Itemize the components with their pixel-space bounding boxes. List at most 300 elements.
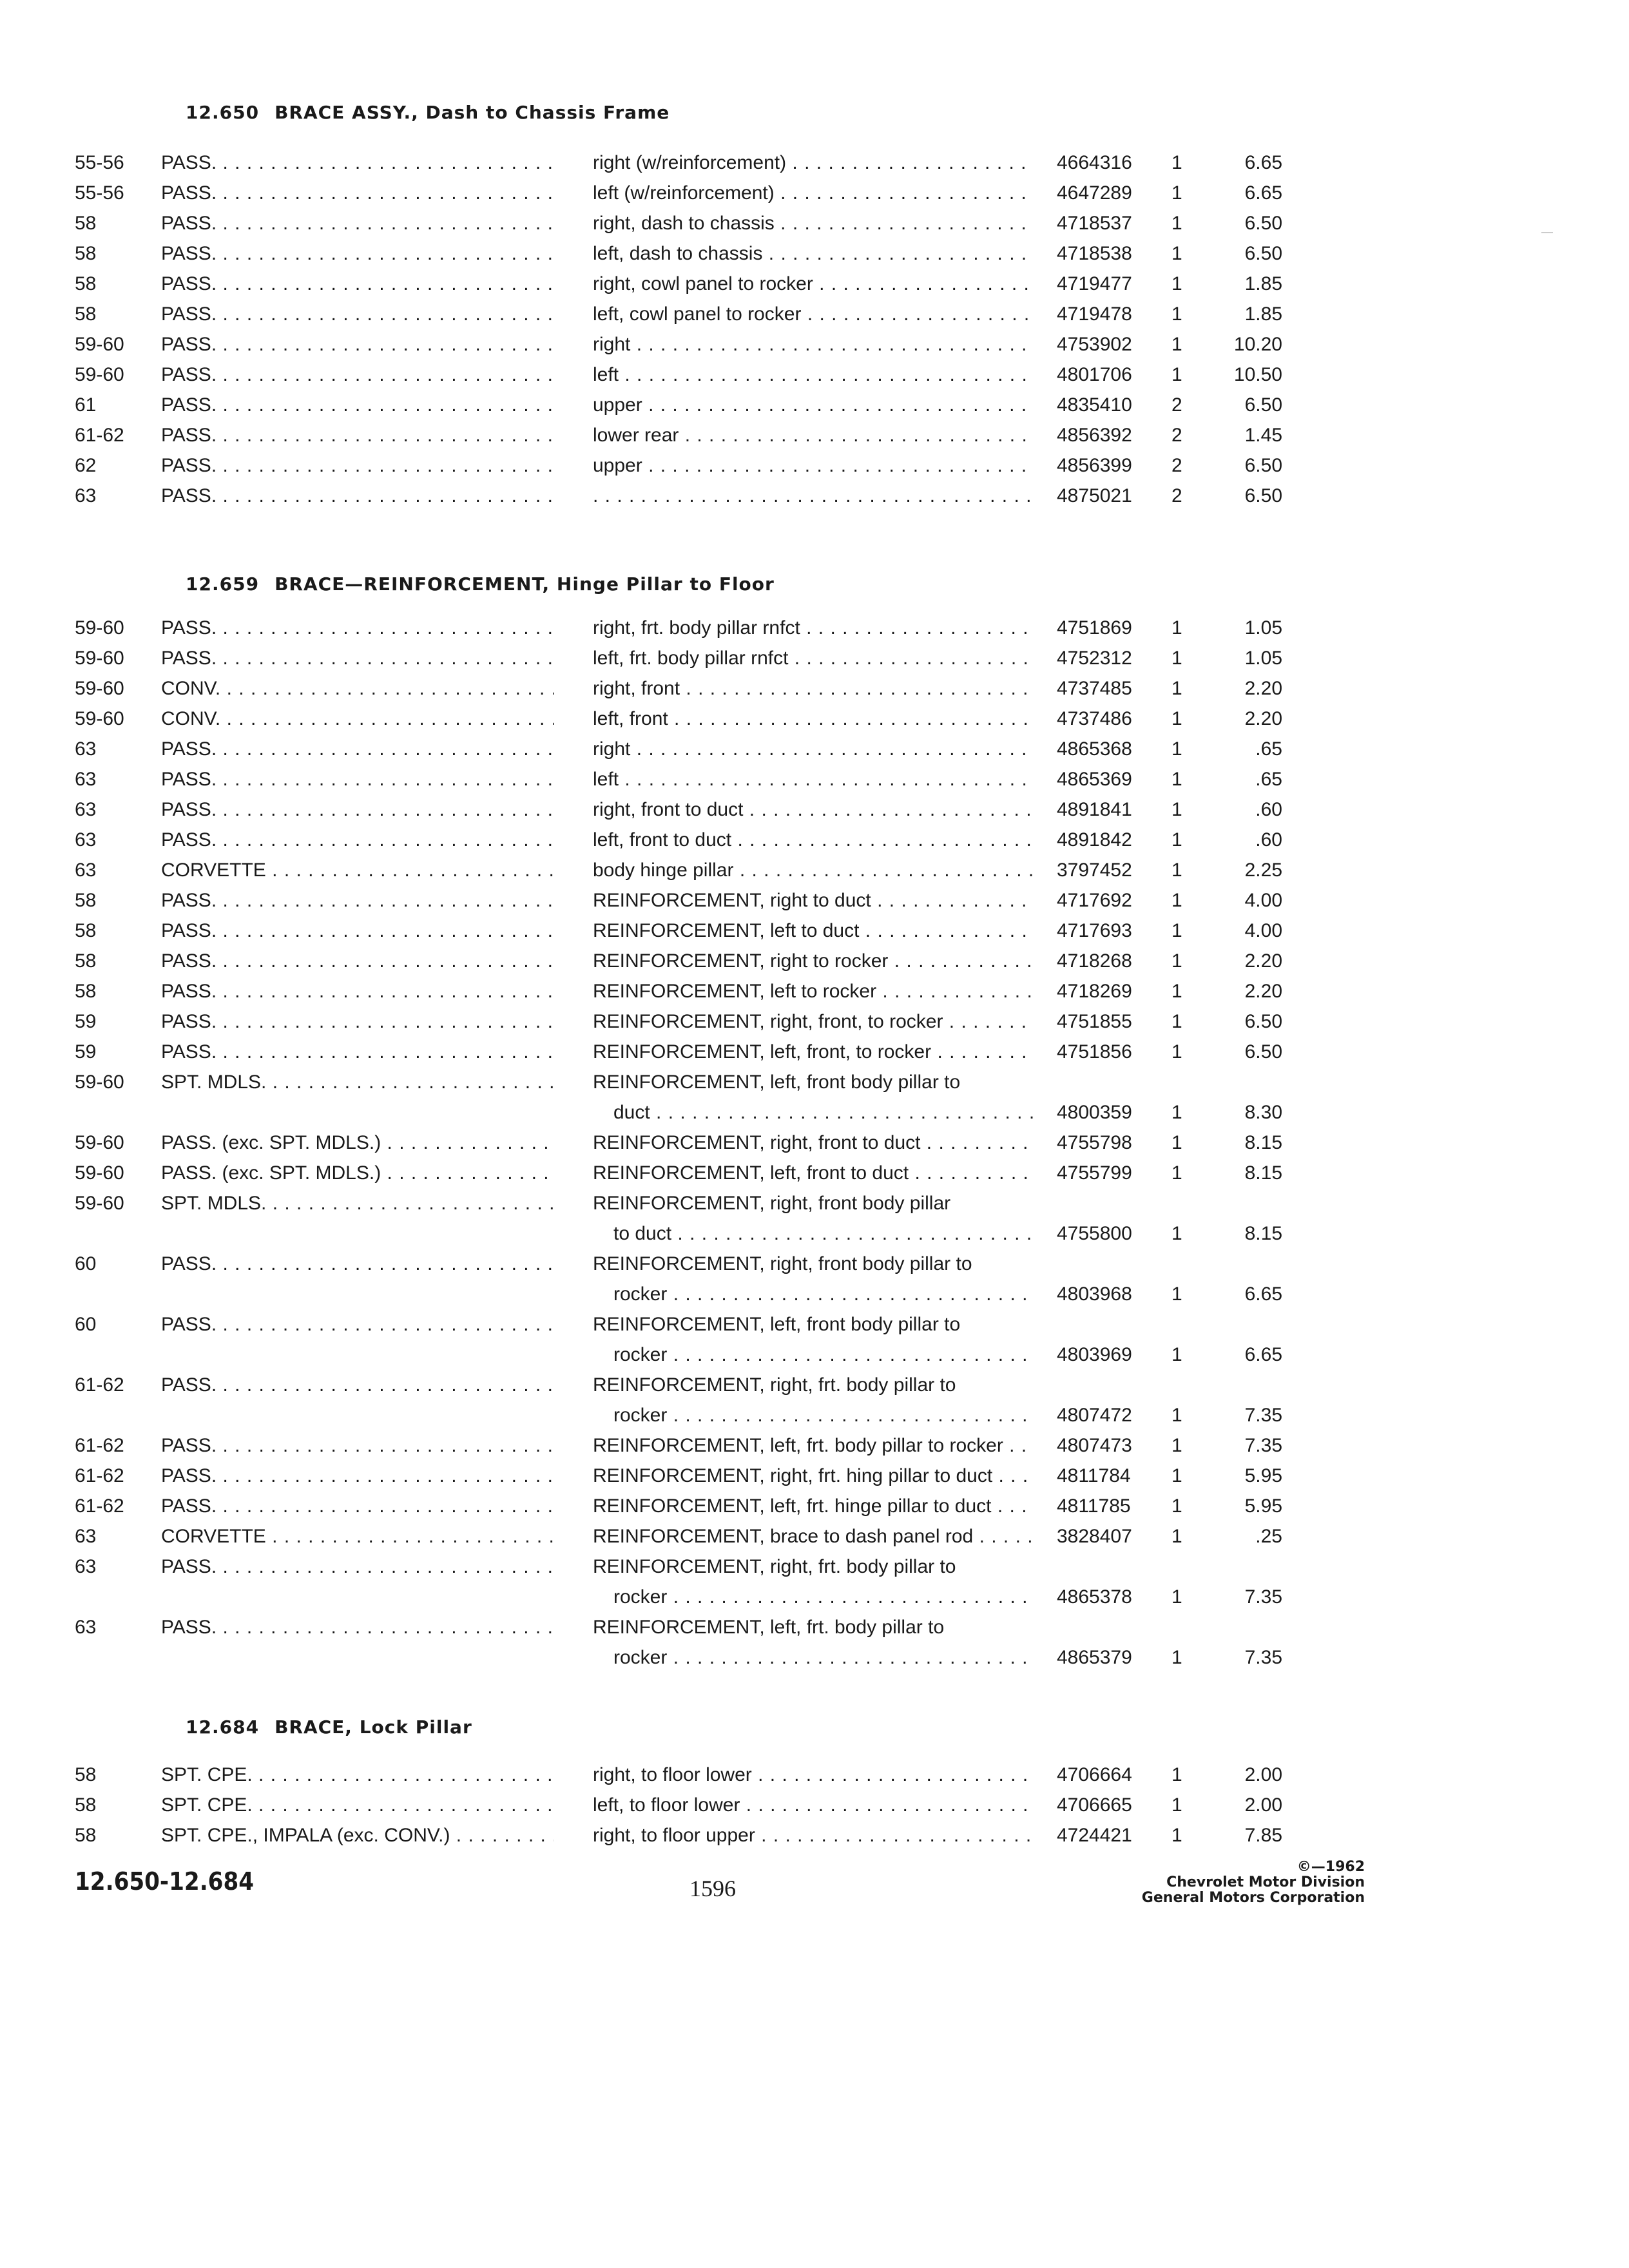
price-text: 2.20 bbox=[1244, 678, 1282, 699]
part-number bbox=[1057, 213, 1132, 235]
table-row bbox=[0, 950, 1629, 980]
part-description-text: REINFORCEMENT, left to rocker bbox=[593, 981, 877, 1002]
part-description bbox=[593, 1526, 1034, 1548]
model-year bbox=[75, 455, 96, 477]
section-heading: BRACE—REINFORCEMENT, Hinge Pillar to Floor bbox=[275, 573, 775, 595]
body-model bbox=[161, 708, 554, 730]
model-year bbox=[75, 1526, 96, 1548]
price bbox=[1204, 860, 1282, 881]
price-text: 6.65 bbox=[1244, 152, 1282, 173]
part-number-text: 4706664 bbox=[1057, 1764, 1132, 1785]
price-text: 8.30 bbox=[1244, 1102, 1282, 1123]
part-description bbox=[593, 152, 1034, 174]
quantity bbox=[1171, 799, 1182, 821]
part-description bbox=[593, 1162, 1034, 1184]
part-description bbox=[593, 1011, 1034, 1033]
model-year-text: 63 bbox=[75, 485, 97, 506]
part-number bbox=[1057, 1344, 1132, 1366]
table-row bbox=[0, 394, 1629, 424]
model-year bbox=[75, 1617, 96, 1639]
part-number bbox=[1057, 1283, 1132, 1305]
quantity-text: 1 bbox=[1171, 1223, 1182, 1244]
part-description-text: left, to floor lower bbox=[593, 1794, 740, 1816]
part-number bbox=[1057, 182, 1132, 204]
model-year-text: 61-62 bbox=[75, 425, 124, 446]
part-number-text: 3797452 bbox=[1057, 860, 1132, 881]
part-description-text: REINFORCEMENT, left, front, to rocker bbox=[593, 1041, 932, 1062]
model-year bbox=[75, 1193, 124, 1215]
body-model bbox=[161, 213, 554, 235]
price-text: 2.25 bbox=[1244, 860, 1282, 881]
table-row bbox=[0, 1041, 1629, 1071]
part-number-text: 4718269 bbox=[1057, 981, 1132, 1002]
body-model bbox=[161, 648, 554, 669]
quantity-text: 1 bbox=[1171, 648, 1182, 669]
price bbox=[1204, 1283, 1282, 1305]
model-year-text: 59-60 bbox=[75, 1193, 124, 1214]
quantity bbox=[1171, 213, 1182, 235]
model-year-text: 63 bbox=[75, 1526, 97, 1547]
part-description-text: REINFORCEMENT, left, frt. body pillar to bbox=[593, 1617, 945, 1638]
model-year bbox=[75, 1041, 96, 1063]
quantity bbox=[1171, 273, 1182, 295]
section-number: 12.684 bbox=[186, 1716, 260, 1738]
quantity-text: 1 bbox=[1171, 890, 1182, 911]
quantity-text: 1 bbox=[1171, 1344, 1182, 1365]
table-row bbox=[0, 1465, 1629, 1495]
part-description-text: left, dash to chassis bbox=[593, 243, 763, 264]
price bbox=[1204, 1794, 1282, 1816]
model-year bbox=[75, 1465, 124, 1487]
part-description-continued-text: rocker bbox=[613, 1283, 668, 1305]
quantity-text: 2 bbox=[1171, 485, 1182, 506]
price bbox=[1204, 1825, 1282, 1847]
body-model-text: PASS. bbox=[161, 738, 217, 760]
price bbox=[1204, 213, 1282, 235]
price bbox=[1204, 425, 1282, 447]
table-row bbox=[0, 1526, 1629, 1555]
quantity-text: 1 bbox=[1171, 981, 1182, 1002]
part-description bbox=[593, 1465, 1034, 1487]
part-description bbox=[593, 485, 1034, 507]
part-number-text: 4755798 bbox=[1057, 1132, 1132, 1153]
body-model-text: CONV. bbox=[161, 708, 221, 729]
quantity bbox=[1171, 1794, 1182, 1816]
part-number bbox=[1057, 243, 1132, 265]
part-number bbox=[1057, 1794, 1132, 1816]
body-model-text: PASS. bbox=[161, 890, 217, 911]
quantity-text: 1 bbox=[1171, 678, 1182, 699]
body-model bbox=[161, 1526, 554, 1548]
quantity-text: 1 bbox=[1171, 1764, 1182, 1785]
body-model-text: PASS. bbox=[161, 1556, 217, 1577]
body-model bbox=[161, 678, 554, 700]
quantity-text: 1 bbox=[1171, 182, 1182, 204]
body-model bbox=[161, 738, 554, 760]
quantity-text: 1 bbox=[1171, 1586, 1182, 1608]
price bbox=[1204, 364, 1282, 386]
model-year-text: 63 bbox=[75, 1556, 97, 1577]
body-model-text: PASS. bbox=[161, 425, 217, 446]
body-model-text: PASS. bbox=[161, 1253, 217, 1274]
quantity bbox=[1171, 364, 1182, 386]
part-description-text: REINFORCEMENT, right, front body pillar to bbox=[593, 1253, 972, 1274]
model-year bbox=[75, 425, 124, 447]
scan-mark bbox=[1541, 232, 1553, 233]
model-year-text: 59 bbox=[75, 1041, 97, 1062]
quantity-text: 1 bbox=[1171, 1526, 1182, 1547]
body-model bbox=[161, 1556, 554, 1578]
quantity bbox=[1171, 334, 1182, 356]
part-description bbox=[593, 799, 1034, 821]
model-year bbox=[75, 243, 96, 265]
body-model bbox=[161, 334, 554, 356]
model-year bbox=[75, 799, 96, 821]
body-model bbox=[161, 1495, 554, 1517]
part-number bbox=[1057, 334, 1132, 356]
body-model-text: SPT. CPE. bbox=[161, 1794, 253, 1816]
table-row bbox=[0, 1435, 1629, 1465]
model-year-text: 59 bbox=[75, 1011, 97, 1032]
quantity bbox=[1171, 648, 1182, 669]
part-description-text: right, front bbox=[593, 678, 680, 699]
body-model-text: PASS. bbox=[161, 1435, 217, 1456]
body-model bbox=[161, 425, 554, 447]
part-description-text: upper bbox=[593, 455, 642, 476]
table-row bbox=[0, 1162, 1629, 1192]
body-model-text: PASS. bbox=[161, 1041, 217, 1062]
part-number-text: 4801706 bbox=[1057, 364, 1132, 385]
quantity-text: 1 bbox=[1171, 617, 1182, 639]
part-description bbox=[593, 829, 1034, 851]
price bbox=[1204, 1162, 1282, 1184]
part-number-text: 4807473 bbox=[1057, 1435, 1132, 1456]
model-year bbox=[75, 1253, 96, 1275]
price-text: 1.85 bbox=[1244, 303, 1282, 325]
part-description-continued-text: duct bbox=[613, 1102, 650, 1123]
part-description bbox=[593, 1041, 1034, 1063]
part-number-text: 4724421 bbox=[1057, 1825, 1132, 1846]
table-row bbox=[0, 1495, 1629, 1525]
copyright-year: ©—1962 bbox=[1296, 1859, 1365, 1875]
quantity-text: 1 bbox=[1171, 273, 1182, 294]
body-model-text: SPT. MDLS. bbox=[161, 1193, 267, 1214]
table-row bbox=[0, 1556, 1629, 1617]
price bbox=[1204, 920, 1282, 942]
part-number-text: 4751856 bbox=[1057, 1041, 1132, 1062]
model-year-text: 58 bbox=[75, 890, 97, 911]
body-model-text: PASS. (exc. SPT. MDLS.) bbox=[161, 1132, 381, 1153]
table-row bbox=[0, 678, 1629, 707]
part-number-text: 4737485 bbox=[1057, 678, 1132, 699]
body-model-text: PASS. bbox=[161, 617, 217, 639]
model-year bbox=[75, 920, 96, 942]
body-model-text: PASS. bbox=[161, 1465, 217, 1486]
part-description-text: REINFORCEMENT, left, front body pillar to bbox=[593, 1072, 961, 1093]
model-year-text: 59-60 bbox=[75, 364, 124, 385]
model-year bbox=[75, 1132, 124, 1154]
model-year-text: 55-56 bbox=[75, 182, 124, 204]
table-row bbox=[0, 890, 1629, 919]
price bbox=[1204, 738, 1282, 760]
part-number-text: 4803969 bbox=[1057, 1344, 1132, 1365]
model-year bbox=[75, 334, 124, 356]
model-year bbox=[75, 1794, 96, 1816]
price-text: .60 bbox=[1255, 799, 1282, 820]
body-model bbox=[161, 920, 554, 942]
part-description bbox=[593, 182, 1034, 204]
part-description-text: REINFORCEMENT, left, frt. body pillar to rocker bbox=[593, 1435, 1003, 1456]
quantity bbox=[1171, 1465, 1182, 1487]
body-model-text: SPT. MDLS. bbox=[161, 1072, 267, 1093]
part-description-text: REINFORCEMENT, right, frt. body pillar to bbox=[593, 1556, 956, 1577]
body-model bbox=[161, 617, 554, 639]
body-model-text: PASS. bbox=[161, 648, 217, 669]
quantity bbox=[1171, 981, 1182, 1003]
body-model bbox=[161, 981, 554, 1003]
table-row bbox=[0, 617, 1629, 647]
part-description bbox=[593, 738, 1034, 760]
price-text: 6.50 bbox=[1244, 1041, 1282, 1062]
body-model bbox=[161, 829, 554, 851]
price bbox=[1204, 182, 1282, 204]
part-number bbox=[1057, 1102, 1132, 1124]
body-model-text: SPT. CPE. bbox=[161, 1764, 253, 1785]
part-description-continued-text: rocker bbox=[613, 1647, 668, 1668]
part-number bbox=[1057, 273, 1132, 295]
part-description bbox=[593, 890, 1034, 912]
quantity-text: 1 bbox=[1171, 1495, 1182, 1517]
price-text: 8.15 bbox=[1244, 1162, 1282, 1184]
quantity bbox=[1171, 152, 1182, 174]
part-number bbox=[1057, 394, 1132, 416]
model-year-text: 58 bbox=[75, 950, 97, 972]
model-year bbox=[75, 890, 96, 912]
quantity bbox=[1171, 455, 1182, 477]
part-description-text: REINFORCEMENT, right, front, to rocker bbox=[593, 1011, 943, 1032]
part-number bbox=[1057, 425, 1132, 447]
table-row bbox=[0, 243, 1629, 273]
quantity-text: 1 bbox=[1171, 738, 1182, 760]
price bbox=[1204, 152, 1282, 174]
model-year bbox=[75, 1011, 96, 1033]
quantity-text: 1 bbox=[1171, 152, 1182, 173]
part-description bbox=[593, 273, 1034, 295]
price-text: 6.50 bbox=[1244, 213, 1282, 234]
model-year-text: 60 bbox=[75, 1253, 97, 1274]
part-description bbox=[593, 1193, 1034, 1215]
price-text: 4.00 bbox=[1244, 920, 1282, 941]
quantity-text: 1 bbox=[1171, 1825, 1182, 1846]
part-number-text: 4891842 bbox=[1057, 829, 1132, 850]
body-model bbox=[161, 152, 554, 174]
body-model-text: PASS. bbox=[161, 1011, 217, 1032]
quantity-text: 1 bbox=[1171, 769, 1182, 790]
quantity bbox=[1171, 890, 1182, 912]
price-text: 2.00 bbox=[1244, 1794, 1282, 1816]
part-number bbox=[1057, 1041, 1132, 1063]
model-year bbox=[75, 738, 96, 760]
part-description bbox=[593, 920, 1034, 942]
model-year bbox=[75, 829, 96, 851]
quantity-text: 1 bbox=[1171, 1405, 1182, 1426]
price-text: 5.95 bbox=[1244, 1465, 1282, 1486]
quantity bbox=[1171, 1223, 1182, 1245]
table-row bbox=[0, 648, 1629, 677]
part-description bbox=[593, 648, 1034, 669]
quantity bbox=[1171, 1102, 1182, 1124]
part-description-text: right, front to duct bbox=[593, 799, 744, 820]
price bbox=[1204, 648, 1282, 669]
quantity bbox=[1171, 617, 1182, 639]
table-row bbox=[0, 860, 1629, 889]
part-number bbox=[1057, 920, 1132, 942]
part-number-text: 4875021 bbox=[1057, 485, 1132, 506]
model-year-text: 59-60 bbox=[75, 708, 124, 729]
body-model-text: PASS. bbox=[161, 243, 217, 264]
price bbox=[1204, 1526, 1282, 1548]
part-number-text: 4811785 bbox=[1057, 1495, 1131, 1517]
section-number: 12.650 bbox=[186, 102, 260, 123]
body-model-text: PASS. bbox=[161, 364, 217, 385]
model-year-text: 60 bbox=[75, 1314, 97, 1335]
quantity bbox=[1171, 1041, 1182, 1063]
body-model-text: PASS. bbox=[161, 455, 217, 476]
quantity-text: 1 bbox=[1171, 1794, 1182, 1816]
quantity bbox=[1171, 1162, 1182, 1184]
part-description-continued-text: rocker bbox=[613, 1344, 668, 1365]
quantity bbox=[1171, 485, 1182, 507]
quantity bbox=[1171, 394, 1182, 416]
part-description-continued-text: to duct bbox=[613, 1223, 672, 1244]
body-model bbox=[161, 1011, 554, 1033]
model-year-text: 63 bbox=[75, 799, 97, 820]
part-number bbox=[1057, 950, 1132, 972]
quantity bbox=[1171, 1495, 1182, 1517]
part-number bbox=[1057, 1586, 1132, 1608]
quantity bbox=[1171, 950, 1182, 972]
part-description-text: left bbox=[593, 364, 619, 385]
part-description bbox=[593, 1072, 1034, 1093]
price bbox=[1204, 799, 1282, 821]
price-text: .60 bbox=[1255, 829, 1282, 850]
table-row bbox=[0, 334, 1629, 363]
body-model bbox=[161, 1041, 554, 1063]
part-description-text: left, cowl panel to rocker bbox=[593, 303, 802, 325]
model-year-text: 63 bbox=[75, 829, 97, 850]
part-number bbox=[1057, 1764, 1132, 1786]
part-number bbox=[1057, 364, 1132, 386]
part-description bbox=[593, 1825, 1034, 1847]
price-text: 7.35 bbox=[1244, 1586, 1282, 1608]
price bbox=[1204, 829, 1282, 851]
body-model-text: PASS. bbox=[161, 182, 217, 204]
table-row bbox=[0, 182, 1629, 212]
body-model bbox=[161, 950, 554, 972]
part-number-text: 4865378 bbox=[1057, 1586, 1132, 1608]
table-row bbox=[0, 1374, 1629, 1435]
part-description-text: right bbox=[593, 334, 631, 355]
part-description-text: left, frt. body pillar rnfct bbox=[593, 648, 789, 669]
table-row bbox=[0, 455, 1629, 485]
part-number bbox=[1057, 1223, 1132, 1245]
body-model bbox=[161, 1435, 554, 1457]
part-description-text: REINFORCEMENT, right to duct bbox=[593, 890, 871, 911]
part-number-text: 4718268 bbox=[1057, 950, 1132, 972]
part-number-text: 4755800 bbox=[1057, 1223, 1132, 1244]
page-section-range: 12.650-12.684 bbox=[75, 1867, 255, 1896]
quantity-text: 1 bbox=[1171, 1283, 1182, 1305]
model-year-text: 58 bbox=[75, 981, 97, 1002]
body-model-text: PASS. bbox=[161, 769, 217, 790]
body-model bbox=[161, 394, 554, 416]
model-year bbox=[75, 1435, 124, 1457]
section-number: 12.659 bbox=[186, 573, 260, 595]
price-text: 6.50 bbox=[1244, 485, 1282, 506]
part-description-continued bbox=[613, 1405, 1034, 1427]
model-year bbox=[75, 1072, 124, 1093]
quantity-text: 1 bbox=[1171, 950, 1182, 972]
body-model-text: PASS. bbox=[161, 334, 217, 355]
part-description-text: right (w/reinforcement) bbox=[593, 152, 787, 173]
body-model bbox=[161, 799, 554, 821]
price-text: 6.65 bbox=[1244, 1283, 1282, 1305]
part-number-text: 4865369 bbox=[1057, 769, 1132, 790]
model-year-text: 59-60 bbox=[75, 617, 124, 639]
model-year bbox=[75, 860, 96, 881]
body-model-text: PASS. bbox=[161, 303, 217, 325]
quantity bbox=[1171, 1526, 1182, 1548]
price-text: 7.35 bbox=[1244, 1647, 1282, 1668]
price bbox=[1204, 1435, 1282, 1457]
table-row bbox=[0, 152, 1629, 182]
part-number-text: 4664316 bbox=[1057, 152, 1132, 173]
part-number-text: 3828407 bbox=[1057, 1526, 1132, 1547]
part-description-text: REINFORCEMENT, left, front body pillar to bbox=[593, 1314, 961, 1335]
body-model bbox=[161, 1617, 554, 1639]
part-description bbox=[593, 364, 1034, 386]
body-model-text: PASS. bbox=[161, 1374, 217, 1396]
model-year-text: 58 bbox=[75, 213, 97, 234]
price-text: 5.95 bbox=[1244, 1495, 1282, 1517]
body-model-text: PASS. (exc. SPT. MDLS.) bbox=[161, 1162, 381, 1184]
part-description bbox=[593, 1495, 1034, 1517]
quantity bbox=[1171, 243, 1182, 265]
part-description-text: REINFORCEMENT, right, front to duct bbox=[593, 1132, 921, 1153]
model-year-text: 58 bbox=[75, 1764, 97, 1785]
part-description bbox=[593, 1314, 1034, 1336]
table-row bbox=[0, 1193, 1629, 1253]
part-number bbox=[1057, 1647, 1132, 1669]
model-year bbox=[75, 182, 124, 204]
part-number-text: 4717693 bbox=[1057, 920, 1132, 941]
model-year-text: 61 bbox=[75, 394, 97, 416]
part-number bbox=[1057, 738, 1132, 760]
model-year-text: 58 bbox=[75, 1825, 97, 1846]
part-number-text: 4751855 bbox=[1057, 1011, 1132, 1032]
model-year bbox=[75, 303, 96, 325]
model-year-text: 58 bbox=[75, 1794, 97, 1816]
section-title bbox=[186, 102, 670, 123]
quantity bbox=[1171, 920, 1182, 942]
part-number-text: 4800359 bbox=[1057, 1102, 1132, 1123]
model-year-text: 58 bbox=[75, 243, 97, 264]
part-description bbox=[593, 1374, 1034, 1396]
quantity bbox=[1171, 1011, 1182, 1033]
quantity-text: 1 bbox=[1171, 213, 1182, 234]
part-description-text: REINFORCEMENT, right, frt. hing pillar to duct bbox=[593, 1465, 993, 1486]
price-text: 1.85 bbox=[1244, 273, 1282, 294]
